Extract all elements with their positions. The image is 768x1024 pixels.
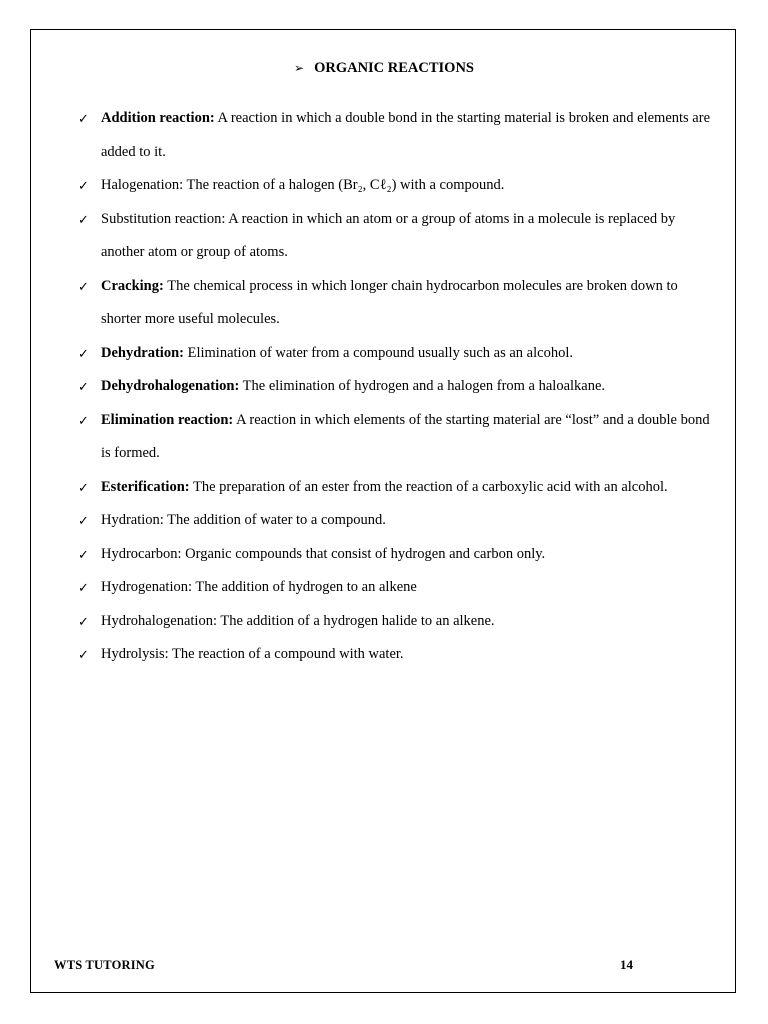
item-text: The elimination of hydrogen and a halogen from a haloalkane. bbox=[239, 378, 606, 394]
item-term: Dehydrohalogenation: bbox=[101, 378, 240, 394]
item-text: Hydrogenation: The addition of hydrogen to an alkene bbox=[101, 579, 417, 595]
checkmark-icon: ✓ bbox=[78, 345, 89, 361]
checkmark-icon: ✓ bbox=[78, 211, 89, 227]
footer-brand: WTS TUTORING bbox=[54, 958, 155, 972]
list-item bbox=[78, 270, 718, 337]
item-text: Halogenation: The reaction of a halogen (Br₂, Cℓ₂) with a compound. bbox=[101, 177, 505, 193]
item-term: Cracking: bbox=[101, 277, 164, 294]
list-item bbox=[78, 102, 718, 169]
checkmark-icon: ✓ bbox=[78, 412, 89, 428]
list-item bbox=[78, 203, 718, 270]
checkmark-icon: ✓ bbox=[78, 580, 89, 595]
item-text: A reaction in which elements of the starting material are “lost” and a double bond is formed. bbox=[101, 411, 710, 461]
checkmark-icon: ✓ bbox=[78, 479, 89, 495]
list-item bbox=[78, 504, 718, 538]
list-item bbox=[78, 404, 718, 471]
checkmark-icon: ✓ bbox=[78, 278, 89, 294]
item-term: Esterification: bbox=[101, 478, 190, 495]
checkmark-icon: ✓ bbox=[78, 647, 89, 662]
item-text: A reaction in which a double bond in the starting material is broken and elements are added to it. bbox=[101, 110, 711, 160]
item-text: Hydration: The addition of water to a compound. bbox=[101, 512, 386, 528]
item-text: Hydrocarbon: Organic compounds that consist of hydrogen and carbon only. bbox=[101, 545, 546, 562]
page-number: 14 bbox=[620, 957, 633, 972]
checkmark-icon: ✓ bbox=[78, 546, 89, 562]
list-item bbox=[78, 471, 718, 505]
list-item bbox=[78, 337, 718, 371]
item-text: The chemical process in which longer chain hydrocarbon molecules are broken down to shorter more useful molecules. bbox=[101, 277, 678, 327]
arrow-bullet-icon: ➢ bbox=[294, 61, 305, 75]
item-term: Addition reaction: bbox=[101, 110, 215, 126]
list-item bbox=[78, 538, 718, 572]
list-item bbox=[78, 571, 718, 605]
checkmark-icon: ✓ bbox=[78, 613, 89, 629]
checkmark-icon: ✓ bbox=[78, 111, 89, 126]
page-title bbox=[0, 58, 768, 78]
list-item bbox=[78, 605, 718, 639]
page-title-text: ORGANIC REACTIONS bbox=[314, 60, 474, 76]
item-term: Elimination reaction: bbox=[101, 411, 234, 428]
checkmark-icon: ✓ bbox=[78, 178, 89, 193]
item-text: Substitution reaction: A reaction in which an atom or a group of atoms in a molecule is replaced by another atom or group of atoms. bbox=[101, 210, 676, 260]
item-text: Elimination of water from a compound usually such as an alcohol. bbox=[183, 344, 573, 361]
item-text: Hydrolysis: The reaction of a compound with water. bbox=[101, 646, 404, 662]
checkmark-icon: ✓ bbox=[78, 513, 89, 528]
list-item bbox=[78, 638, 718, 672]
item-term: Dehydration: bbox=[101, 344, 184, 361]
item-text: Hydrohalogenation: The addition of a hydrogen halide to an alkene. bbox=[101, 612, 495, 629]
list-item bbox=[78, 370, 718, 404]
checkmark-icon: ✓ bbox=[78, 379, 89, 394]
list-item bbox=[78, 169, 718, 203]
definition-list bbox=[78, 102, 718, 672]
item-text: The preparation of an ester from the reaction of a carboxylic acid with an alcohol. bbox=[189, 478, 668, 495]
